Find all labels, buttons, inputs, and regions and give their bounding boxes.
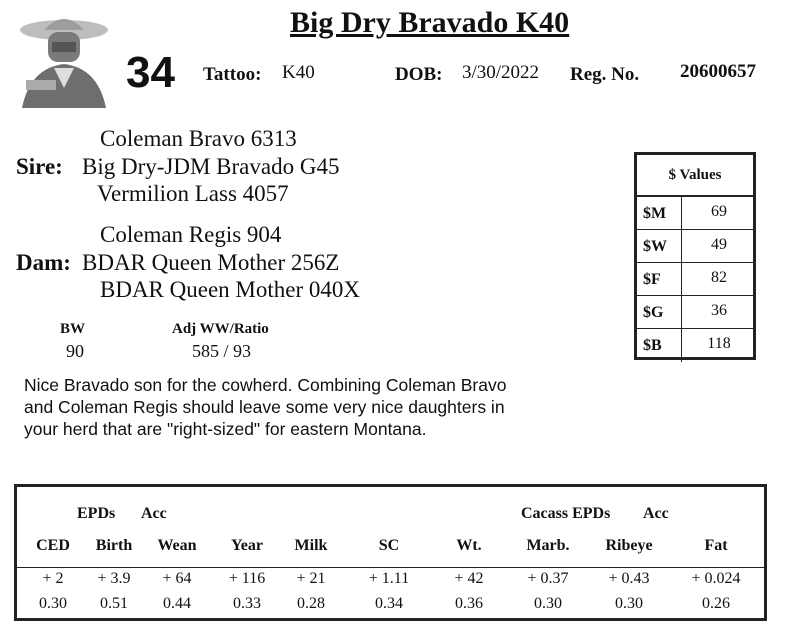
value-row xyxy=(637,296,753,329)
epd-accuracy: 0.30 xyxy=(39,595,67,612)
dam-dam: BDAR Queen Mother 040X xyxy=(100,277,360,302)
dollar-values-table xyxy=(634,152,756,360)
epd-value: + 1.11 xyxy=(368,570,410,587)
value-name: $B xyxy=(643,337,662,354)
epd-accuracy: 0.44 xyxy=(163,595,191,612)
epd-column-header: Year xyxy=(231,537,263,554)
epd-value: + 2 xyxy=(42,570,64,587)
ww-value: 585 / 93 xyxy=(192,341,252,361)
epd-column-header: Marb. xyxy=(526,537,570,554)
epd-accuracy: 0.33 xyxy=(233,595,261,612)
value-name: $F xyxy=(643,271,661,288)
sire-label: Sire: xyxy=(16,154,63,179)
ww-label: Adj WW/Ratio xyxy=(172,321,269,337)
reg-label: Reg. No. xyxy=(570,64,640,85)
tattoo-value: K40 xyxy=(282,62,315,83)
epd-value: + 0.37 xyxy=(527,570,569,587)
sire-sire: Coleman Bravo 6313 xyxy=(100,126,297,151)
value-number: 36 xyxy=(711,302,727,319)
value-number: 118 xyxy=(707,335,731,352)
value-number: 69 xyxy=(711,203,727,220)
value-number: 49 xyxy=(711,236,727,253)
lot-number: 34 xyxy=(126,48,175,97)
epd-value: + 0.024 xyxy=(691,570,741,587)
epd-accuracy: 0.34 xyxy=(375,595,403,612)
bw-label: BW xyxy=(60,321,86,337)
epd-header-divider xyxy=(17,567,764,568)
value-row xyxy=(637,230,753,263)
epd-accuracy: 0.36 xyxy=(455,595,483,612)
epd-column-header: SC xyxy=(378,537,400,554)
carcass-acc-label: Acc xyxy=(643,505,669,522)
epds-group-label: EPDs xyxy=(77,505,116,522)
epd-accuracy: 0.26 xyxy=(702,595,730,612)
epd-accuracy: 0.30 xyxy=(534,595,562,612)
epd-column-header: CED xyxy=(36,537,70,554)
dollar-values-title: $ Values xyxy=(637,155,753,197)
dob-label: DOB: xyxy=(395,64,443,85)
value-name: $M xyxy=(643,205,667,222)
epd-value: + 3.9 xyxy=(97,570,131,587)
epd-value: + 64 xyxy=(162,570,192,587)
value-name: $G xyxy=(643,304,664,321)
epd-table xyxy=(14,484,767,621)
page-title: Big Dry Bravado K40 xyxy=(290,6,570,39)
epd-accuracy: 0.30 xyxy=(615,595,643,612)
carcass-group-label: Cacass EPDs xyxy=(521,505,611,522)
epd-value: + 42 xyxy=(454,570,484,587)
sire-name: Big Dry-JDM Bravado G45 xyxy=(82,154,340,179)
epd-column-header: Wean xyxy=(157,537,197,554)
epd-column-header: Wt. xyxy=(456,537,482,554)
epd-column-header: Ribeye xyxy=(605,537,653,554)
dam-label: Dam: xyxy=(16,250,71,275)
value-row xyxy=(637,197,753,230)
epd-column-header: Milk xyxy=(294,537,328,554)
epd-value: + 21 xyxy=(296,570,326,587)
epd-accuracy: 0.28 xyxy=(297,595,325,612)
bw-value: 90 xyxy=(66,341,84,361)
sire-dam: Vermilion Lass 4057 xyxy=(97,181,289,206)
value-number: 82 xyxy=(711,269,727,286)
epd-value: + 0.43 xyxy=(608,570,650,587)
dam-sire: Coleman Regis 904 xyxy=(100,222,282,247)
value-row xyxy=(637,263,753,296)
epd-accuracy: 0.51 xyxy=(100,595,128,612)
epd-column-header: Birth xyxy=(95,537,133,554)
value-name: $W xyxy=(643,238,667,255)
reg-value: 20600657 xyxy=(680,61,756,82)
epds-acc-label: Acc xyxy=(141,505,167,522)
dam-name: BDAR Queen Mother 256Z xyxy=(82,250,340,275)
value-row xyxy=(637,329,753,362)
tattoo-label: Tattoo: xyxy=(203,64,262,85)
cowboy-photo xyxy=(14,8,112,108)
epd-value: + 116 xyxy=(228,570,266,587)
epd-column-header: Fat xyxy=(704,537,728,554)
dob-value: 3/30/2022 xyxy=(462,62,540,83)
description: Nice Bravado son for the cowherd. Combining Coleman Bravo and Coleman Regis should leave some very nice daughters in your herd that are "right-sized" for eastern Montana. xyxy=(24,375,507,439)
